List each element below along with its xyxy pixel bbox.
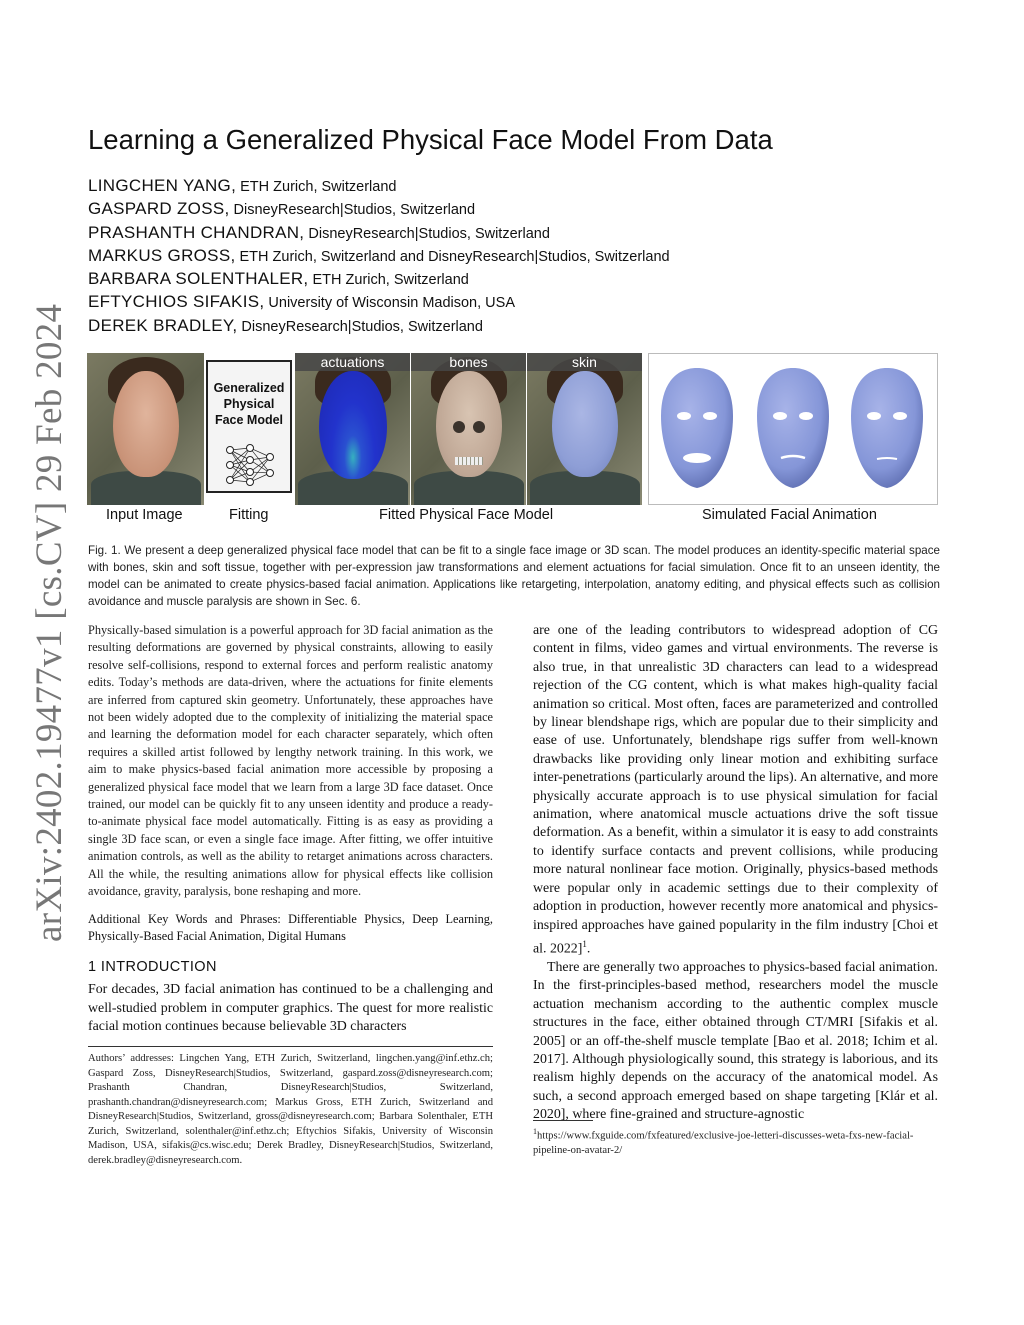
intro-paragraph-left: For decades, 3D facial animation has continued to be a challenging and well-studied problem in computer graphics. The quest for more realistic facial motion continues because believable 3D characters [88,982,493,1035]
author-name: DEREK BRADLEY, [88,315,238,335]
teaser-figure [87,353,939,528]
abstract: Physically-based simulation is a powerful approach for 3D facial animation as the resulting deformations are governed by physical constraints, allowing to easily resolve self-collisions, respond to external forces and perform realistic anatomy edits. Today’s methods are data-driven, where the actuations for finite elements are inferred from captured skin geometry. Unfortunately, these approaches have not been widely adopted due to the complexity of initializing the material space and learning the deformation model for each character separately, which often requires a skilled artist followed by lengthy network training. In this work, we aim to make physics-based facial animation more accessible by proposing a generalized physical face model that we learn from a large 3D face dataset. Once trained, our model can be quickly fit to any unseen identity and produce a ready-to-animate physical face model automatically. Fitting is as easy as providing a single 3D face scan, or even a single face image. After fitting, we offer intuitive animation controls, as well as the ability to retarget animations across characters. All the while, the resulting animations allow for physical effects like collision avoidance, gravity, paralysis, bone reshaping and more. [88,623,493,899]
authors-addresses-footnote [88,1046,493,1168]
skin-panel [527,353,642,505]
actuations-panel [295,353,410,505]
paper-title: Learning a Generalized Physical Face Model From Data [88,124,773,155]
face-mask-1 [657,366,737,492]
author-name: BARBARA SOLENTHALER, [88,269,309,289]
neural-network-icon [225,442,275,488]
author-affiliation: ETH Zurich, Switzerland [236,179,397,195]
bones-panel [411,353,526,505]
authors-addresses: Authors’ addresses: Lingchen Yang, ETH Zurich, Switzerland, lingchen.yang@inf.ethz.ch; Gaspard Zoss, DisneyResearch|Studios, Switzerland, gaspard.zoss@disneyresearch.com; Prashanth Chandran, DisneyResearch|Studios, Switzerland, prashanth.chandran@disneyresearch.com; Markus Gross, ETH Zurich, Switzerland and DisneyResearch|Studios, Switzerland, gross@disneyresearch.com; Barbara Solenthaler, ETH Zurich, Switzerland, solenthaler@inf.ethz.ch; Eftychios Sifakis, University of Wisconsin Madison, USA, sifakis@cs.wisc.edu; Derek Bradley, DisneyResearch|Studios, Switzerland, derek.bradley@disneyresearch.com. [88,1053,493,1166]
author-2 [88,197,670,220]
panel-label-bones: bones [411,353,526,371]
footnote-rule [88,1046,493,1047]
section-heading-introduction: 1 INTRODUCTION [88,959,217,976]
author-affiliation: ETH Zurich, Switzerland and DisneyResearch|Studios, Switzerland [235,248,670,265]
author-name: LINGCHEN YANG, [88,176,237,195]
footnote-number: 1 [533,1127,537,1136]
generalized-model-box [206,360,292,493]
label-simulated-animation: Simulated Facial Animation [702,507,877,523]
author-name: PRASHANTH CHANDRAN, [88,222,305,242]
url-footnote [533,1120,938,1159]
author-affiliation: DisneyResearch|Studios, Switzerland [304,225,550,242]
label-input-image: Input Image [106,507,183,523]
face-mask-3 [847,366,927,492]
face-mask-2 [753,366,833,492]
arxiv-identifier: arXiv:2402.19477v1 [cs.CV] 29 Feb 2024 [29,303,70,942]
footnote-marker: 1 [582,938,587,949]
label-fitting: Fitting [229,507,269,523]
author-6 [88,290,670,313]
author-affiliation: ETH Zurich, Switzerland [308,272,469,289]
footnote-1 [533,1125,938,1159]
keywords: Additional Key Words and Phrases: Differentiable Physics, Deep Learning, Physically-Based Facial Animation, Digital Humans [88,911,493,943]
author-4 [88,244,670,267]
author-name: MARKUS GROSS, [88,245,236,265]
label-fitted-model: Fitted Physical Face Model [379,507,554,523]
panel-label-skin: skin [527,353,642,371]
author-list [88,174,670,337]
author-3 [88,221,670,244]
author-affiliation: University of Wisconsin Madison, USA [264,295,515,312]
author-name: GASPARD ZOSS, [88,199,230,219]
panel-label-actuations: actuations [295,353,410,371]
left-column [88,622,493,1037]
author-name: EFTYCHIOS SIFAKIS, [88,292,265,312]
author-affiliation: DisneyResearch|Studios, Switzerland [237,318,483,335]
model-box-title-line: Face Model [214,413,284,427]
model-box-title-line: Physical [223,397,275,411]
input-image [87,353,204,505]
footnote-rule [533,1120,593,1121]
author-affiliation: DisneyResearch|Studios, Switzerland [229,202,476,219]
intro-paragraph-right-2: There are generally two approaches to physics-based facial animation. In the first-principles-based method, researchers model the muscle actuation mechanism according to the authentic complex muscle structures in the face, either obtained through CT/MRI [Sifakis et al. 2005] or an off-the-shelf muscle template [Bao et al. 2018; Ichim et al. 2017]. Although physiologically sound, this strategy is laborious, and its realism highly depends on the accuracy of the anatomical model. As such, a second approach emerged based on shape targeting [Klár et al. 2020], where fine-grained and structure-agnostic [533,959,938,1123]
author-7 [88,314,670,337]
paragraph-text: are one of the leading contributors to widespread adoption of CG content in films, video games and virtual environments. The reverse is also true, in that unrealistic 3D characters can lead to a widespread rejection of the CG content, which is what makes high-quality facial animation so critical. Most often, faces are parameterized and controlled by linear blendshape rigs, which are popular due to their simplicity and ease of use. Unfortunately, blendshape rigs suffer from well-known drawbacks like providing only linear motion and exhibiting surface inter-penetrations (particularly around the lips). An alternative, and more physically accurate approach is to use physical simulation for facial animation, where anatomical muscle actuations drive the soft tissue deformation. As a benefit, within a simulator it is easy to add constraints to identify surface contacts and prevent collisions, while producing more natural nonlinear face motion. Originally, physics-based methods were popular only in academic settings due to their complexity of adoption in production, however recently more anatomical and physics-inspired approaches have gained popularity in the film industry [Choi et al. 2022] [533,623,938,957]
author-1 [88,174,670,197]
figure-caption: Fig. 1. We present a deep generalized physical face model that can be fit to a single face image or 3D scan. The model produces an identity-specific material space with bones, skin and soft tissue, together with per-expression jaw transformations and element actuations for facial simulation. Once fit to an unseen identity, the model can be animated to create physics-based facial animation. Applications like retargeting, interpolation, anatomy editing, and physical effects such as collision avoidance and muscle paralysis are shown in Sec. 6. [88,544,940,608]
paragraph-end: . [586,941,591,957]
intro-paragraph-right-1 [533,622,938,959]
right-column [533,622,938,1125]
author-5 [88,267,670,290]
footnote-url: https://www.fxguide.com/fxfeatured/exclusive-joe-letteri-discusses-weta-fxs-new-facial-pipeline-on-avatar-2/ [533,1130,914,1157]
model-box-title-line: Generalized [213,381,285,395]
simulated-animation-panel [648,353,938,505]
